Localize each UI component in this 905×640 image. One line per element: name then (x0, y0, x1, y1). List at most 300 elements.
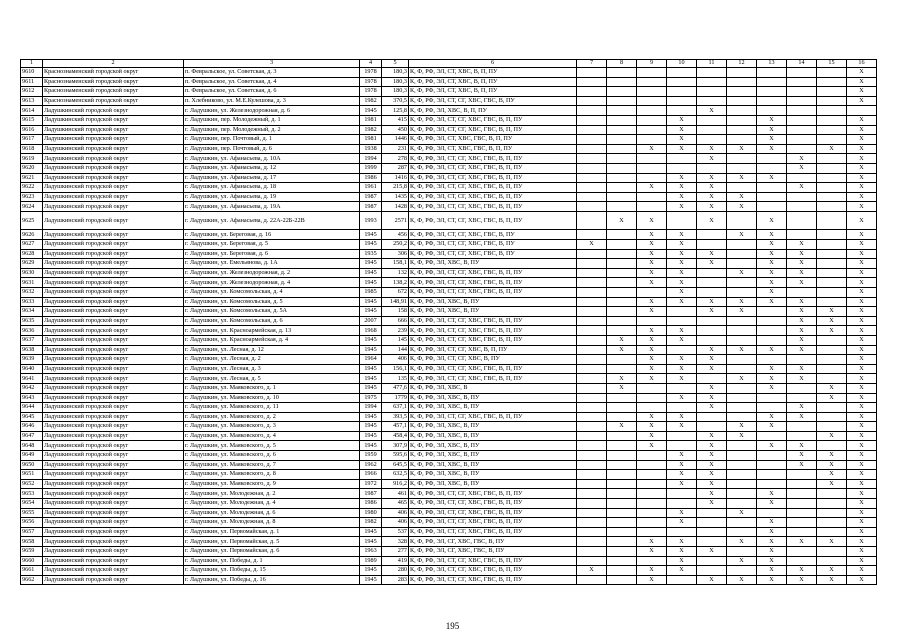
mark-cell: X (667, 173, 697, 183)
mark-cell (607, 154, 637, 164)
mark-cell (817, 183, 847, 193)
mark-cell (727, 87, 757, 97)
area-cell: 280 (382, 566, 409, 576)
year-built-cell: 1989 (360, 556, 382, 566)
construction-elements-cell: К, Ф, РФ, ЭЛ, СТ, СГ, ХВС, ГВС, В, П, ПУ (409, 518, 577, 528)
address-cell: г. Ладушкин, ул. Маяковского, д. 4 (184, 431, 360, 441)
mark-cell: X (817, 460, 847, 470)
address-cell: г. Ладушкин, ул. Лесная, д. 12 (184, 345, 360, 355)
mark-cell (787, 383, 817, 393)
mark-cell (667, 316, 697, 326)
area-cell: 145 (382, 335, 409, 345)
address-cell: г. Ладушкин, ул. Маяковского, д. 11 (184, 403, 360, 413)
mark-cell (607, 364, 637, 374)
area-cell: 645,5 (382, 460, 409, 470)
mark-cell: X (637, 249, 667, 259)
table-row (21, 499, 877, 509)
municipality-cell: Ладушкинский городской округ (43, 163, 184, 173)
mark-cell: X (637, 345, 667, 355)
mark-cell (727, 527, 757, 537)
mark-cell: X (787, 307, 817, 317)
year-built-cell: 1972 (360, 479, 382, 489)
address-cell: г. Ладушкин, ул. Железнодорожная, д. 4 (184, 278, 360, 288)
year-built-cell: 1945 (360, 575, 382, 585)
area-cell: 1416 (382, 173, 409, 183)
address-cell: п. Февральское, ул. Советская, д. 3 (184, 68, 360, 78)
mark-cell (697, 87, 727, 97)
construction-elements-cell: К, Ф, РФ, ЭЛ, СТ, СГ, ХВС, ГВС, В, П, ПУ (409, 278, 577, 288)
mark-cell (787, 518, 817, 528)
mark-cell (577, 335, 607, 345)
mark-cell (697, 115, 727, 125)
area-cell: 287 (382, 163, 409, 173)
mark-cell (787, 87, 817, 97)
municipality-cell: Ладушкинский городской округ (43, 566, 184, 576)
mark-cell (637, 135, 667, 145)
address-cell: г. Ладушкин, ул. Афанасьева, д. 19А (184, 202, 360, 212)
mark-cell (637, 125, 667, 135)
table-row (21, 202, 877, 212)
mark-cell: X (667, 259, 697, 269)
area-cell: 135 (382, 374, 409, 384)
mark-cell: X (667, 115, 697, 125)
municipality-cell: Ладушкинский городской округ (43, 537, 184, 547)
mark-cell (607, 451, 637, 461)
mark-cell (817, 173, 847, 183)
mark-cell (697, 240, 727, 250)
column-number-cell: 8 (607, 60, 637, 68)
mark-cell: X (847, 470, 877, 480)
mark-cell: X (667, 479, 697, 489)
mark-cell (637, 383, 667, 393)
mark-cell: X (667, 537, 697, 547)
mark-cell (817, 68, 847, 78)
area-cell: 158 (382, 307, 409, 317)
mark-cell: X (697, 364, 727, 374)
mark-cell (817, 422, 847, 432)
mark-cell (577, 451, 607, 461)
mark-cell: X (757, 518, 787, 528)
area-cell: 328 (382, 537, 409, 547)
mark-cell (607, 431, 637, 441)
mark-cell: X (637, 412, 667, 422)
construction-elements-cell: К, Ф, РФ, ЭЛ, СТ, СГ, ХВС, ГВС, В, П, ПУ (409, 154, 577, 164)
address-cell: п. Февральское, ул. Советская, д. 4 (184, 77, 360, 87)
table-row (21, 479, 877, 489)
mark-cell (607, 575, 637, 585)
mark-cell (727, 412, 757, 422)
construction-elements-cell: К, Ф, РФ, ЭЛ, ХВС, В, ПУ (409, 422, 577, 432)
mark-cell (787, 499, 817, 509)
year-built-cell: 1945 (360, 566, 382, 576)
mark-cell: X (847, 278, 877, 288)
mark-cell (727, 547, 757, 557)
mark-cell (817, 259, 847, 269)
year-built-cell: 1945 (360, 527, 382, 537)
mark-cell: X (817, 393, 847, 403)
municipality-cell: Ладушкинский городской округ (43, 287, 184, 297)
mark-cell (607, 566, 637, 576)
mark-cell (727, 68, 757, 78)
mark-cell (607, 527, 637, 537)
construction-elements-cell: К, Ф, РФ, ЭЛ, ХВС, В, ПУ (409, 451, 577, 461)
mark-cell: X (667, 326, 697, 336)
mark-cell (787, 556, 817, 566)
table-row (21, 230, 877, 240)
mark-cell (577, 96, 607, 106)
table-row (21, 87, 877, 97)
municipality-cell: Ладушкинский городской округ (43, 383, 184, 393)
mark-cell (727, 240, 757, 250)
mark-cell: X (697, 575, 727, 585)
mark-cell (607, 68, 637, 78)
table-row (21, 403, 877, 413)
municipality-cell: Ладушкинский городской округ (43, 374, 184, 384)
mark-cell (607, 355, 637, 365)
construction-elements-cell: К, Ф, РФ, ЭЛ, СГ, ХВС, ГВС, В, ПУ (409, 547, 577, 557)
mark-cell (577, 183, 607, 193)
row-number-cell: 9642 (21, 383, 43, 393)
mark-cell (817, 135, 847, 145)
construction-elements-cell: К, Ф, РФ, ЭЛ, ХВС, В, ПУ (409, 297, 577, 307)
year-built-cell: 1978 (360, 87, 382, 97)
row-number-cell: 9658 (21, 537, 43, 547)
mark-cell (667, 383, 697, 393)
mark-cell (577, 173, 607, 183)
table-row (21, 106, 877, 116)
mark-cell (637, 77, 667, 87)
table-row (21, 355, 877, 365)
municipality-cell: Ладушкинский городской округ (43, 499, 184, 509)
mark-cell (577, 211, 607, 230)
year-built-cell: 1981 (360, 135, 382, 145)
mark-cell: X (607, 335, 637, 345)
mark-cell (727, 326, 757, 336)
address-cell: г. Ладушкин, ул. Береговая, д. 6 (184, 249, 360, 259)
mark-cell: X (787, 451, 817, 461)
row-number-cell: 9657 (21, 527, 43, 537)
construction-elements-cell: К, Ф, РФ, ЭЛ, СТ, СГ, ХВС, ГВС, В, П, ПУ (409, 211, 577, 230)
mark-cell: X (847, 68, 877, 78)
address-cell: г. Ладушкин, пер. Молодежный, д. 1 (184, 115, 360, 125)
mark-cell (637, 508, 667, 518)
table-row (21, 547, 877, 557)
year-built-cell: 1987 (360, 192, 382, 202)
row-number-cell: 9613 (21, 96, 43, 106)
municipality-cell: Ладушкинский городской округ (43, 326, 184, 336)
mark-cell: X (817, 307, 847, 317)
mark-cell (637, 489, 667, 499)
mark-cell (787, 508, 817, 518)
mark-cell (727, 355, 757, 365)
mark-cell: X (667, 192, 697, 202)
mark-cell (607, 508, 637, 518)
address-cell: г. Ладушкин, ул. Комсомольская, д. 5 (184, 297, 360, 307)
mark-cell (667, 575, 697, 585)
mark-cell: X (637, 278, 667, 288)
mark-cell (577, 163, 607, 173)
mark-cell (637, 87, 667, 97)
table-row (21, 556, 877, 566)
mark-cell: X (697, 154, 727, 164)
year-built-cell: 1980 (360, 508, 382, 518)
mark-cell: X (727, 575, 757, 585)
municipality-cell: Ладушкинский городской округ (43, 125, 184, 135)
mark-cell (727, 460, 757, 470)
municipality-cell: Ладушкинский городской округ (43, 431, 184, 441)
mark-cell (667, 489, 697, 499)
mark-cell: X (757, 499, 787, 509)
mark-cell (667, 403, 697, 413)
mark-cell: X (757, 125, 787, 135)
mark-cell: X (637, 144, 667, 154)
mark-cell (607, 163, 637, 173)
year-built-cell: 1945 (360, 259, 382, 269)
mark-cell (697, 326, 727, 336)
mark-cell (817, 192, 847, 202)
table-row (21, 268, 877, 278)
row-number-cell: 9650 (21, 460, 43, 470)
mark-cell: X (847, 508, 877, 518)
table-row (21, 68, 877, 78)
area-cell: 125,8 (382, 106, 409, 116)
area-cell: 672 (382, 287, 409, 297)
table-row (21, 431, 877, 441)
area-cell: 450 (382, 125, 409, 135)
mark-cell: X (787, 364, 817, 374)
year-built-cell: 1982 (360, 96, 382, 106)
table-row (21, 508, 877, 518)
area-cell: 277 (382, 547, 409, 557)
column-number-row (21, 60, 877, 68)
municipality-cell: Ладушкинский городской округ (43, 460, 184, 470)
mark-cell: X (787, 575, 817, 585)
mark-cell: X (847, 575, 877, 585)
mark-cell: X (667, 335, 697, 345)
row-number-cell: 9636 (21, 326, 43, 336)
mark-cell (577, 508, 607, 518)
mark-cell: X (637, 240, 667, 250)
table-row (21, 393, 877, 403)
mark-cell (757, 183, 787, 193)
mark-cell (607, 403, 637, 413)
mark-cell: X (787, 163, 817, 173)
municipality-cell: Ладушкинский городской округ (43, 575, 184, 585)
construction-elements-cell: К, Ф, РФ, ЭЛ, СТ, СГ, ХВС, ГВС, В, П, ПУ (409, 316, 577, 326)
area-cell: 458,4 (382, 431, 409, 441)
mark-cell (727, 106, 757, 116)
address-cell: г. Ладушкин, ул. Афанасьева, д. 17 (184, 173, 360, 183)
row-number-cell: 9643 (21, 393, 43, 403)
mark-cell (697, 566, 727, 576)
municipality-cell: Ладушкинский городской округ (43, 556, 184, 566)
mark-cell: X (727, 192, 757, 202)
construction-elements-cell: К, Ф, РФ, ЭЛ, СТ, СГ, ХВС, ГВС, В, П, ПУ (409, 192, 577, 202)
area-cell: 666 (382, 316, 409, 326)
row-number-cell: 9628 (21, 249, 43, 259)
mark-cell (577, 575, 607, 585)
column-number-cell: 9 (637, 60, 667, 68)
mark-cell: X (757, 230, 787, 240)
mark-cell (817, 499, 847, 509)
area-cell: 231 (382, 144, 409, 154)
mark-cell (727, 335, 757, 345)
mark-cell (607, 268, 637, 278)
address-cell: г. Ладушкин, ул. Молодежная, д. 8 (184, 518, 360, 528)
mark-cell: X (667, 268, 697, 278)
mark-cell: X (847, 431, 877, 441)
mark-cell: X (727, 431, 757, 441)
mark-cell (757, 154, 787, 164)
mark-cell (697, 374, 727, 384)
mark-cell (607, 249, 637, 259)
year-built-cell: 1945 (360, 383, 382, 393)
mark-cell: X (847, 527, 877, 537)
mark-cell (607, 278, 637, 288)
row-number-cell: 9633 (21, 297, 43, 307)
mark-cell: X (757, 259, 787, 269)
table-row (21, 335, 877, 345)
mark-cell (697, 556, 727, 566)
mark-cell (577, 364, 607, 374)
mark-cell: X (697, 441, 727, 451)
table-row (21, 412, 877, 422)
mark-cell: X (787, 441, 817, 451)
construction-elements-cell: К, Ф, РФ, ЭЛ, ХВС, В, ПУ (409, 431, 577, 441)
mark-cell (817, 87, 847, 97)
municipality-cell: Ладушкинский городской округ (43, 192, 184, 202)
row-number-cell: 9645 (21, 412, 43, 422)
mark-cell: X (637, 431, 667, 441)
mark-cell (787, 211, 817, 230)
table-row (21, 287, 877, 297)
construction-elements-cell: К, Ф, РФ, ЭЛ, СТ, СГ, ХВС, ГВС, В, П, ПУ (409, 499, 577, 509)
mark-cell: X (847, 96, 877, 106)
address-cell: г. Ладушкин, ул. Комсомольская, д. 6 (184, 316, 360, 326)
mark-cell (667, 106, 697, 116)
area-cell: 637,1 (382, 403, 409, 413)
mark-cell (607, 470, 637, 480)
mark-cell (697, 125, 727, 135)
mark-cell: X (697, 547, 727, 557)
area-cell: 1435 (382, 192, 409, 202)
mark-cell (787, 355, 817, 365)
year-built-cell: 1978 (360, 77, 382, 87)
table-row (21, 460, 877, 470)
mark-cell (787, 96, 817, 106)
area-cell: 370,5 (382, 96, 409, 106)
mark-cell (817, 335, 847, 345)
mark-cell (637, 68, 667, 78)
municipality-cell: Ладушкинский городской округ (43, 547, 184, 557)
row-number-cell: 9612 (21, 87, 43, 97)
mark-cell: X (757, 537, 787, 547)
mark-cell: X (697, 106, 727, 116)
year-built-cell: 1994 (360, 403, 382, 413)
mark-cell: X (697, 489, 727, 499)
year-built-cell: 1985 (360, 287, 382, 297)
mark-cell (727, 451, 757, 461)
mark-cell (727, 96, 757, 106)
mark-cell (577, 230, 607, 240)
area-cell: 537 (382, 527, 409, 537)
mark-cell (667, 68, 697, 78)
mark-cell (637, 393, 667, 403)
year-built-cell: 1982 (360, 125, 382, 135)
year-built-cell: 1982 (360, 518, 382, 528)
construction-elements-cell: К, Ф, РФ, ЭЛ, ХВС, В, ПУ (409, 403, 577, 413)
address-cell: г. Ладушкин, ул. Береговая, д. 16 (184, 230, 360, 240)
mark-cell: X (637, 297, 667, 307)
mark-cell (697, 287, 727, 297)
mark-cell (667, 431, 697, 441)
construction-elements-cell: К, Ф, РФ, ЭЛ, СТ, СГ, ХВС, ГВС, В, П, ПУ (409, 183, 577, 193)
area-cell: 393,5 (382, 412, 409, 422)
mark-cell: X (637, 355, 667, 365)
mark-cell (577, 431, 607, 441)
mark-cell (607, 547, 637, 557)
address-cell: г. Ладушкин, ул. Первомайская, д. 1 (184, 527, 360, 537)
mark-cell: X (727, 173, 757, 183)
mark-cell (667, 499, 697, 509)
table-row (21, 278, 877, 288)
mark-cell: X (637, 259, 667, 269)
area-cell: 306 (382, 249, 409, 259)
mark-cell (817, 547, 847, 557)
mark-cell: X (757, 287, 787, 297)
mark-cell (577, 422, 607, 432)
column-number-cell: 6 (409, 60, 577, 68)
mark-cell: X (847, 249, 877, 259)
mark-cell (727, 489, 757, 499)
mark-cell (577, 316, 607, 326)
mark-cell (817, 297, 847, 307)
mark-cell (787, 125, 817, 135)
mark-cell: X (787, 278, 817, 288)
address-cell: п. Февральское, ул. Советская, д. 6 (184, 87, 360, 97)
mark-cell: X (757, 489, 787, 499)
row-number-cell: 9625 (21, 211, 43, 230)
mark-cell (787, 144, 817, 154)
mark-cell (607, 489, 637, 499)
mark-cell: X (577, 240, 607, 250)
mark-cell: X (757, 240, 787, 250)
table-row (21, 173, 877, 183)
construction-elements-cell: К, Ф, РФ, ЭЛ, СТ, СГ, ХВС, ГВС, В, П, ПУ (409, 527, 577, 537)
mark-cell: X (757, 374, 787, 384)
mark-cell (697, 412, 727, 422)
table-row (21, 259, 877, 269)
row-number-cell: 9631 (21, 278, 43, 288)
mark-cell: X (757, 412, 787, 422)
mark-cell (577, 470, 607, 480)
mark-cell (817, 345, 847, 355)
construction-elements-cell: К, Ф, РФ, ЭЛ, СТ, ХВС, В, П, ПУ (409, 87, 577, 97)
mark-cell (637, 518, 667, 528)
mark-cell (577, 441, 607, 451)
mark-cell: X (847, 335, 877, 345)
mark-cell: X (847, 326, 877, 336)
mark-cell: X (727, 307, 757, 317)
row-number-cell: 9630 (21, 268, 43, 278)
mark-cell (577, 479, 607, 489)
address-cell: г. Ладушкин, ул. Лесная, д. 2 (184, 355, 360, 365)
mark-cell: X (697, 297, 727, 307)
year-built-cell: 1987 (360, 489, 382, 499)
mark-cell: X (697, 249, 727, 259)
mark-cell: X (847, 556, 877, 566)
mark-cell (637, 556, 667, 566)
